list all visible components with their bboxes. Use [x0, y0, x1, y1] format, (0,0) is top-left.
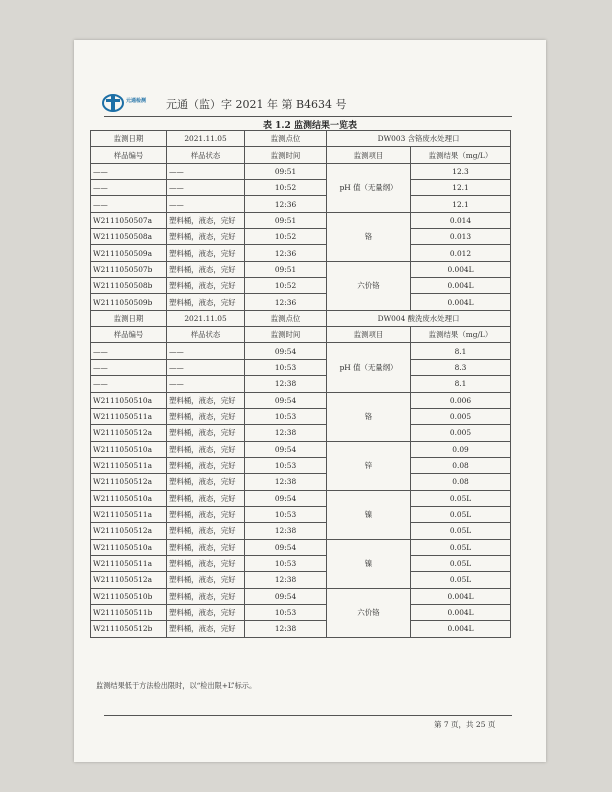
sample-id-cell: W2111050510a: [91, 392, 167, 408]
table-row: [91, 343, 511, 359]
sample-id-cell: W2111050507b: [91, 261, 167, 277]
sample-id-cell: ——: [91, 196, 167, 212]
sample-id-cell: W2111050511a: [91, 506, 167, 522]
sample-state-cell: 塑料桶，液态，完好: [167, 588, 245, 604]
sample-state-cell: 塑料桶，液态，完好: [167, 441, 245, 457]
sample-id-cell: W2111050511a: [91, 555, 167, 571]
result-cell: 8.1: [411, 343, 511, 359]
monitoring-point-label: 监测点位: [245, 310, 327, 326]
monitoring-time-cell: 09:51: [245, 261, 327, 277]
monitoring-time-cell: 12:36: [245, 196, 327, 212]
table-row: [91, 196, 511, 212]
sample-state-cell: ——: [167, 180, 245, 196]
monitoring-item-cell: 镍: [327, 539, 411, 588]
sample-state-cell: 塑料桶，液态，完好: [167, 392, 245, 408]
monitoring-time-cell: 12:36: [245, 245, 327, 261]
monitoring-time-cell: 12:38: [245, 621, 327, 637]
sample-state-cell: 塑料桶，液态，完好: [167, 425, 245, 441]
table-row: [91, 261, 511, 277]
sample-state-cell: 塑料桶，液态，完好: [167, 523, 245, 539]
column-header: 样品编号: [91, 327, 167, 343]
table-row: [91, 474, 511, 490]
sample-id-cell: W2111050512a: [91, 523, 167, 539]
monitoring-time-cell: 09:54: [245, 490, 327, 506]
monitoring-item-cell: 六价铬: [327, 588, 411, 637]
sample-state-cell: 塑料桶，液态，完好: [167, 278, 245, 294]
sample-state-cell: 塑料桶，液态，完好: [167, 474, 245, 490]
table-row: [91, 163, 511, 179]
sample-state-cell: ——: [167, 376, 245, 392]
monitoring-time-cell: 10:53: [245, 457, 327, 473]
result-cell: 0.09: [411, 441, 511, 457]
table-row: [91, 506, 511, 522]
document-page: [74, 40, 546, 762]
footer-divider: [104, 715, 512, 716]
column-header: 监测时间: [245, 327, 327, 343]
sample-state-cell: 塑料桶，液态，完好: [167, 621, 245, 637]
monitoring-item-cell: pH 值（无量纲）: [327, 163, 411, 212]
sample-id-cell: W2111050509b: [91, 294, 167, 310]
result-cell: 0.05L: [411, 555, 511, 571]
table-row: [91, 604, 511, 620]
monitoring-date: 2021.11.05: [167, 310, 245, 326]
monitoring-point: DW004 酸洗废水处理口: [327, 310, 511, 326]
sample-state-cell: 塑料桶，液态，完好: [167, 604, 245, 620]
column-header: 样品编号: [91, 147, 167, 163]
sample-id-cell: W2111050509a: [91, 245, 167, 261]
column-header: 样品状态: [167, 147, 245, 163]
table-row: [91, 490, 511, 506]
result-cell: 0.004L: [411, 604, 511, 620]
footnote: 监测结果低于方法检出限时，以“检出限+L”标示。: [96, 681, 257, 690]
result-cell: 0.004L: [411, 261, 511, 277]
column-header: 监测结果（mg/L）: [411, 147, 511, 163]
table-row: [91, 457, 511, 473]
table-row: [91, 621, 511, 637]
sample-id-cell: W2111050511b: [91, 604, 167, 620]
monitoring-time-cell: 12:38: [245, 474, 327, 490]
sample-id-cell: W2111050512b: [91, 621, 167, 637]
monitoring-time-cell: 10:53: [245, 408, 327, 424]
monitoring-date: 2021.11.05: [167, 131, 245, 147]
table-row: [91, 392, 511, 408]
monitoring-time-cell: 10:53: [245, 604, 327, 620]
sample-id-cell: W2111050508a: [91, 229, 167, 245]
table-row: [91, 278, 511, 294]
result-cell: 0.05L: [411, 523, 511, 539]
table-row: [91, 425, 511, 441]
sample-id-cell: ——: [91, 343, 167, 359]
monitoring-date-label: 监测日期: [91, 131, 167, 147]
monitoring-time-cell: 12:36: [245, 294, 327, 310]
table-row: [91, 588, 511, 604]
monitoring-time-cell: 12:38: [245, 523, 327, 539]
sample-id-cell: W2111050508b: [91, 278, 167, 294]
section-info-row: [91, 131, 511, 147]
page-number: 第 7 页，共 25 页: [434, 720, 496, 729]
monitoring-item-cell: pH 值（无量纲）: [327, 343, 411, 392]
result-cell: 12.1: [411, 196, 511, 212]
monitoring-time-cell: 09:54: [245, 392, 327, 408]
sample-state-cell: 塑料桶，液态，完好: [167, 261, 245, 277]
sample-id-cell: W2111050510b: [91, 588, 167, 604]
monitoring-time-cell: 10:52: [245, 229, 327, 245]
column-header: 监测项目: [327, 147, 411, 163]
result-cell: 0.004L: [411, 588, 511, 604]
sample-state-cell: 塑料桶，液态，完好: [167, 229, 245, 245]
sample-id-cell: W2111050511a: [91, 408, 167, 424]
sample-id-cell: W2111050510a: [91, 490, 167, 506]
monitoring-time-cell: 10:53: [245, 555, 327, 571]
sample-id-cell: W2111050512a: [91, 425, 167, 441]
sample-id-cell: W2111050510a: [91, 539, 167, 555]
column-header: 监测时间: [245, 147, 327, 163]
monitoring-item-cell: 六价铬: [327, 261, 411, 310]
monitoring-time-cell: 09:51: [245, 212, 327, 228]
sample-state-cell: 塑料桶，液态，完好: [167, 294, 245, 310]
table-row: [91, 441, 511, 457]
table-row: [91, 523, 511, 539]
result-cell: 0.005: [411, 425, 511, 441]
result-cell: 0.08: [411, 474, 511, 490]
sample-state-cell: 塑料桶，液态，完好: [167, 408, 245, 424]
table-row: [91, 539, 511, 555]
sample-state-cell: 塑料桶，液态，完好: [167, 572, 245, 588]
table-row: [91, 294, 511, 310]
sample-id-cell: W2111050512a: [91, 474, 167, 490]
monitoring-time-cell: 10:53: [245, 359, 327, 375]
table-row: [91, 408, 511, 424]
result-cell: 0.05L: [411, 490, 511, 506]
table-row: [91, 376, 511, 392]
monitoring-time-cell: 09:54: [245, 588, 327, 604]
sample-state-cell: ——: [167, 196, 245, 212]
monitoring-item-cell: 铬: [327, 212, 411, 261]
table-row: [91, 229, 511, 245]
result-cell: 0.012: [411, 245, 511, 261]
result-cell: 12.1: [411, 180, 511, 196]
table-row: [91, 245, 511, 261]
sample-state-cell: ——: [167, 343, 245, 359]
table-row: [91, 555, 511, 571]
result-cell: 0.006: [411, 392, 511, 408]
results-table: [90, 130, 511, 638]
sample-state-cell: 塑料桶，液态，完好: [167, 506, 245, 522]
table-row: [91, 572, 511, 588]
column-header: 样品状态: [167, 327, 245, 343]
monitoring-time-cell: 09:54: [245, 343, 327, 359]
table-row: [91, 212, 511, 228]
result-cell: 0.05L: [411, 572, 511, 588]
monitoring-time-cell: 09:54: [245, 441, 327, 457]
page-header: [102, 93, 522, 115]
monitoring-time-cell: 10:52: [245, 180, 327, 196]
sample-state-cell: 塑料桶，液态，完好: [167, 555, 245, 571]
sample-id-cell: ——: [91, 163, 167, 179]
column-header-row: [91, 327, 511, 343]
result-cell: 12.3: [411, 163, 511, 179]
logo-emblem-icon: [102, 93, 124, 113]
monitoring-date-label: 监测日期: [91, 310, 167, 326]
sample-state-cell: ——: [167, 163, 245, 179]
table-row: [91, 359, 511, 375]
header-divider: [104, 116, 512, 117]
result-cell: 0.004L: [411, 294, 511, 310]
result-cell: 0.05L: [411, 539, 511, 555]
sample-id-cell: W2111050512a: [91, 572, 167, 588]
result-cell: 8.3: [411, 359, 511, 375]
company-logo: [102, 93, 162, 113]
table-title: 表 1.2 监测结果一览表: [263, 121, 357, 131]
monitoring-time-cell: 12:38: [245, 425, 327, 441]
sample-id-cell: W2111050507a: [91, 212, 167, 228]
monitoring-time-cell: 12:38: [245, 572, 327, 588]
monitoring-time-cell: 10:52: [245, 278, 327, 294]
sample-state-cell: ——: [167, 359, 245, 375]
sample-state-cell: 塑料桶，液态，完好: [167, 245, 245, 261]
document-number: 元通（监）字 2021 年 第 B4634 号: [166, 98, 347, 111]
sample-id-cell: ——: [91, 180, 167, 196]
sample-id-cell: W2111050511a: [91, 457, 167, 473]
result-cell: 0.004L: [411, 278, 511, 294]
monitoring-time-cell: 09:51: [245, 163, 327, 179]
monitoring-item-cell: 镍: [327, 490, 411, 539]
sample-id-cell: ——: [91, 359, 167, 375]
monitoring-time-cell: 12:38: [245, 376, 327, 392]
monitoring-time-cell: 09:54: [245, 539, 327, 555]
sample-state-cell: 塑料桶，液态，完好: [167, 539, 245, 555]
sample-state-cell: 塑料桶，液态，完好: [167, 490, 245, 506]
result-cell: 0.005: [411, 408, 511, 424]
sample-id-cell: W2111050510a: [91, 441, 167, 457]
monitoring-point-label: 监测点位: [245, 131, 327, 147]
monitoring-point: DW003 含铬废水处理口: [327, 131, 511, 147]
table-row: [91, 180, 511, 196]
column-header: 监测项目: [327, 327, 411, 343]
logo-text: 元通检测: [126, 98, 147, 104]
column-header: 监测结果（mg/L）: [411, 327, 511, 343]
result-cell: 0.013: [411, 229, 511, 245]
sample-state-cell: 塑料桶，液态，完好: [167, 457, 245, 473]
result-cell: 0.004L: [411, 621, 511, 637]
section-info-row: [91, 310, 511, 326]
result-cell: 0.014: [411, 212, 511, 228]
column-header-row: [91, 147, 511, 163]
monitoring-item-cell: 铬: [327, 392, 411, 441]
sample-state-cell: 塑料桶，液态，完好: [167, 212, 245, 228]
sample-id-cell: ——: [91, 376, 167, 392]
result-cell: 0.05L: [411, 506, 511, 522]
monitoring-time-cell: 10:53: [245, 506, 327, 522]
result-cell: 8.1: [411, 376, 511, 392]
monitoring-item-cell: 锌: [327, 441, 411, 490]
result-cell: 0.08: [411, 457, 511, 473]
